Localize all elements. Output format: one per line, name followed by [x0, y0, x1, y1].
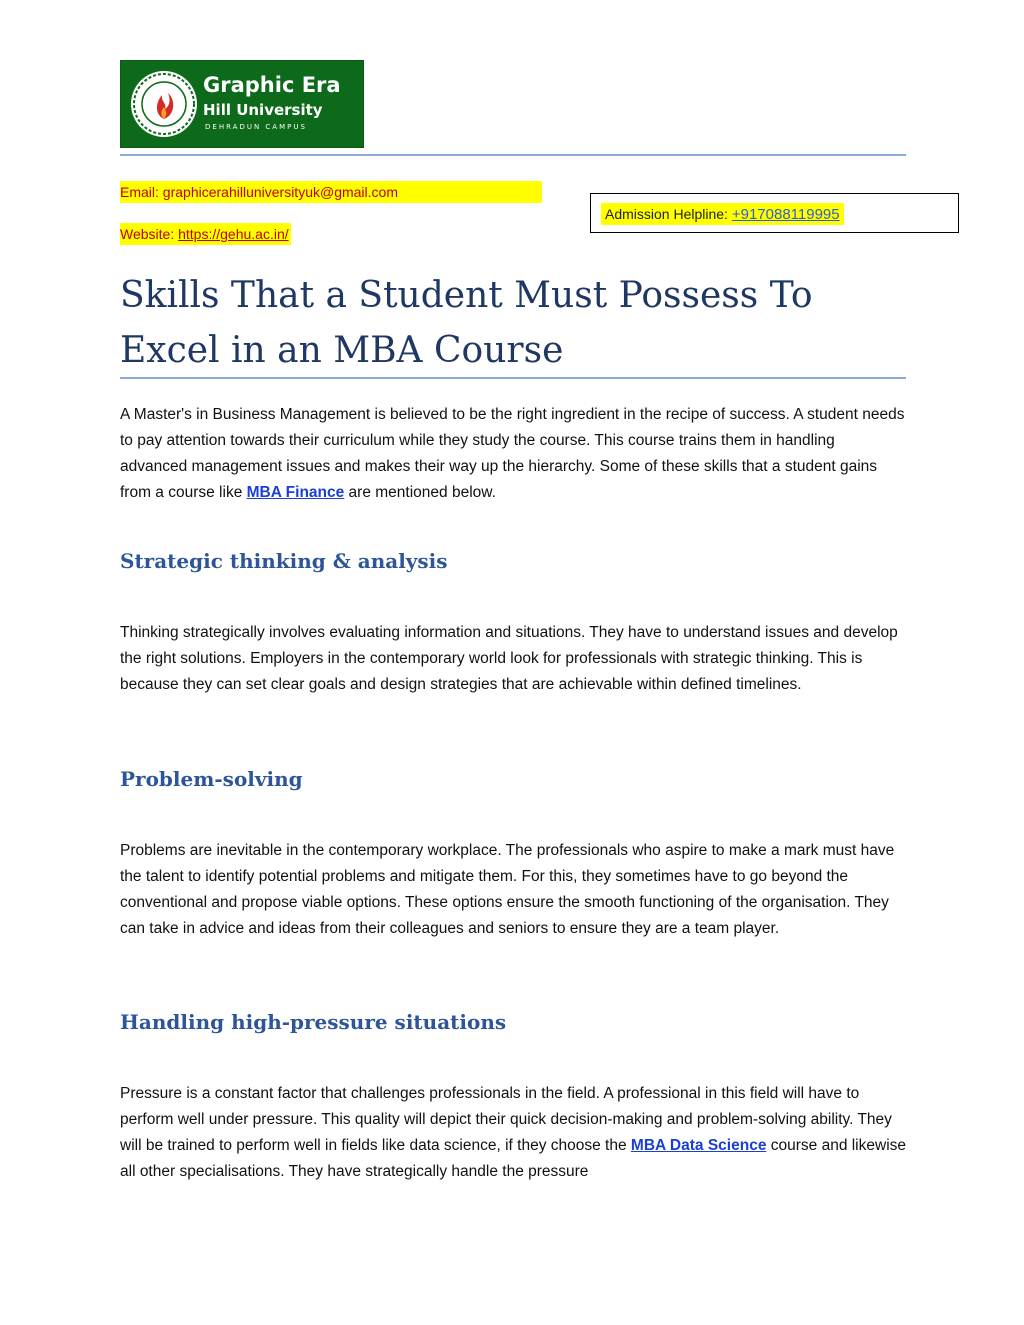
logo-line-3: DEHRADUN CAMPUS: [205, 123, 307, 131]
section-body-high-pressure: [120, 1081, 906, 1185]
intro-text-end: are mentioned below.: [344, 484, 496, 501]
website-line: [120, 223, 291, 245]
helpline-phone-link[interactable]: +917088119995: [731, 206, 840, 223]
mba-data-science-link[interactable]: MBA Data Science: [630, 1137, 767, 1154]
section-body-problem-solving: Problems are inevitable in the contemporary workplace. The professionals who aspire to make a mark must have the talent to identify potential problems and mitigate them. For this, they sometimes have to go beyond the conventional and propose viable options. These options ensure the smooth functioning of the organisation. They can take in advice and ideas from their colleagues and seniors to ensure they are a team player.: [120, 842, 895, 937]
university-emblem-icon: [129, 69, 199, 139]
page-title: Skills That a Student Must Possess To Excel in an MBA Course: [120, 275, 813, 371]
intro-paragraph: [120, 402, 906, 506]
mba-finance-link[interactable]: MBA Finance: [246, 484, 345, 501]
header-divider: [120, 154, 906, 156]
website-label: Website:: [120, 226, 179, 242]
logo-line-2: Hill University: [203, 101, 323, 119]
admission-helpline-box: [590, 193, 959, 233]
high-pressure-text: Pressure is a constant factor that challenges professionals in the field. A professional in this field will have to perform well under pressure. This quality will depict their quick decision-making and problem-solving ability. They will be trained to perform well in fields like data science, if they choose the: [120, 1085, 892, 1154]
helpline-highlight: [601, 203, 844, 225]
website-link[interactable]: https://gehu.ac.in/: [178, 226, 289, 242]
email-line: [120, 181, 542, 203]
logo-line-1: Graphic Era: [203, 73, 341, 97]
email-address: graphicerahilluniversityuk@gmail.com: [162, 184, 398, 200]
section-heading-problem-solving: Problem-solving: [120, 767, 303, 791]
section-heading-strategic-thinking: Strategic thinking & analysis: [120, 549, 448, 573]
section-body-strategic-thinking: Thinking strategically involves evaluating information and situations. They have to understand issues and develop the right solutions. Employers in the contemporary world look for professionals with strategic thinking. This is because they can set clear goals and design strategies that are achievable within defined timelines.: [120, 624, 898, 693]
university-logo: [120, 60, 364, 148]
helpline-label: Admission Helpline:: [605, 206, 732, 222]
intro-text: A Master's in Business Management is believed to be the right ingredient in the recipe of success. A student needs to pay attention towards their curriculum while they study the course. This course trains them in handling advanced management issues and makes their way up the hierarchy. Some of these skills that a student gains from a course like: [120, 406, 905, 501]
title-divider: [120, 377, 906, 379]
section-heading-high-pressure: Handling high-pressure situations: [120, 1010, 507, 1034]
email-label: Email:: [120, 184, 163, 200]
high-pressure-text-end: course and likewise all other specialisations. They have strategically handle the pressure: [120, 1137, 907, 1180]
